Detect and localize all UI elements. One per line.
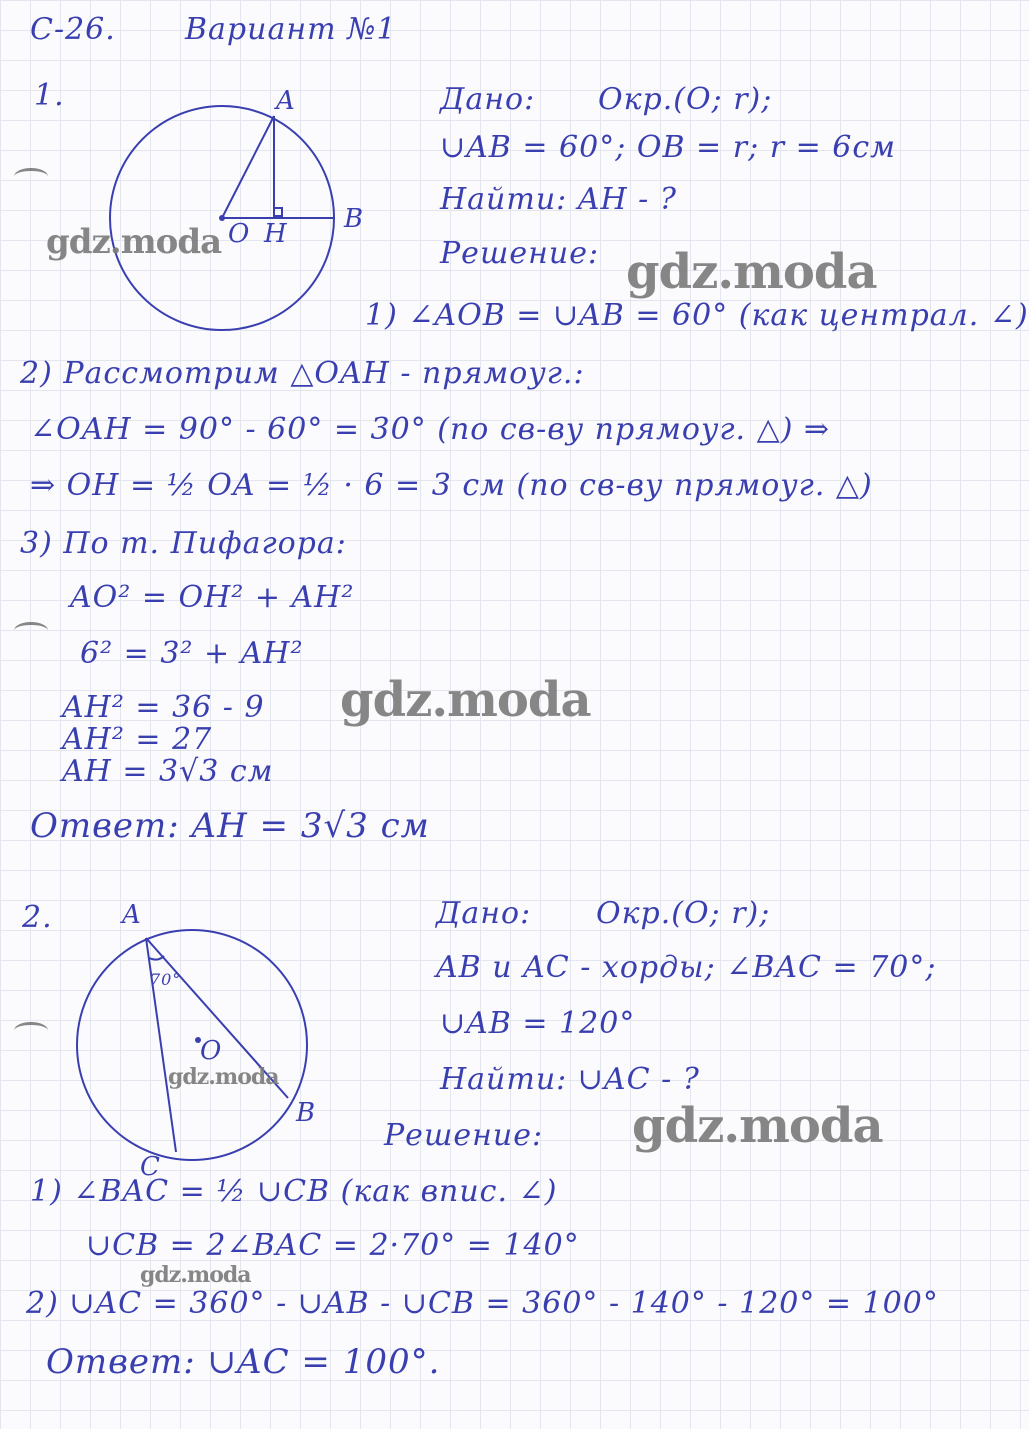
angle-label: 70° (150, 970, 182, 989)
step-1-2: 1) ∠BAC = ½ ∪CB (как впис. ∠) (30, 1174, 558, 1209)
watermark: gdz.moda (632, 1098, 883, 1154)
label-O: O (228, 219, 251, 249)
center-point-O (219, 215, 225, 221)
step-2c: ⇒ OH = ½ OA = ½ · 6 = 3 см (по св-ву прямоуг. △) (30, 468, 873, 503)
given-title-2: Дано: (436, 896, 532, 931)
label-A: A (276, 86, 296, 116)
label-B: B (344, 204, 365, 234)
label-O2: O (200, 1036, 223, 1066)
given-chords: AB и AC - хорды; ∠BAC = 70°; (436, 950, 937, 985)
equation-3: AH² = 36 - 9 (62, 690, 265, 725)
find-2: Найти: ∪AC - ? (440, 1062, 700, 1097)
watermark: gdz.moda (46, 222, 222, 262)
watermark: gdz.moda (340, 672, 591, 728)
variant-title: Вариант №1 (185, 12, 397, 47)
problem2-number: 2. (22, 900, 53, 935)
watermark: gdz.moda (140, 1262, 251, 1288)
equation-2: 6² = 3² + AH² (80, 636, 304, 671)
watermark: gdz.moda (168, 1064, 279, 1090)
equation-1: AO² = OH² + AH² (70, 580, 355, 615)
watermark: gdz.moda (626, 244, 877, 300)
equation-5: AH = 3√3 см (62, 754, 274, 789)
given-circle-2: Окр.(O; r); (596, 896, 771, 931)
problem1-number: 1. (34, 78, 65, 113)
label-B2: B (296, 1098, 317, 1128)
equation-4: AH² = 27 (62, 722, 213, 757)
step-2b: ∠OAH = 90° - 60° = 30° (по св-ву прямоуг. △) ⇒ (30, 412, 831, 447)
step-3: 3) По т. Пифагора: (20, 526, 347, 561)
solution-title: Решение: (440, 236, 600, 271)
step-1b-2: ∪CB = 2∠BAC = 2·70° = 140° (86, 1228, 580, 1263)
right-angle-mark (274, 208, 282, 216)
solution-title-2: Решение: (384, 1118, 544, 1153)
label-C2: C (140, 1152, 161, 1182)
given-arc: ∪AB = 60°; OB = r; r = 6см (440, 130, 897, 165)
given-title: Дано: (440, 82, 536, 117)
label-A2: A (122, 900, 142, 930)
label-H: H (264, 219, 288, 249)
circle-2 (77, 930, 307, 1160)
step-1: 1) ∠AOB = ∪AB = 60° (как централ. ∠) (365, 298, 1029, 333)
given-arc-2: ∪AB = 120° (440, 1006, 636, 1041)
given-circle: Окр.(O; r); (598, 82, 773, 117)
step-2-2: 2) ∪AC = 360° - ∪AB - ∪CB = 360° - 140° - 120° = 100° (26, 1286, 939, 1321)
find: Найти: AH - ? (440, 182, 677, 217)
segment-OA (222, 116, 274, 218)
step-2a: 2) Рассмотрим △OAH - прямоуг.: (20, 356, 585, 391)
diagram-problem2 (77, 930, 307, 1160)
answer-1: Ответ: AH = 3√3 см (30, 806, 430, 846)
answer-2: Ответ: ∪AC = 100°. (46, 1342, 441, 1382)
assignment-code: С-26. (30, 12, 116, 47)
